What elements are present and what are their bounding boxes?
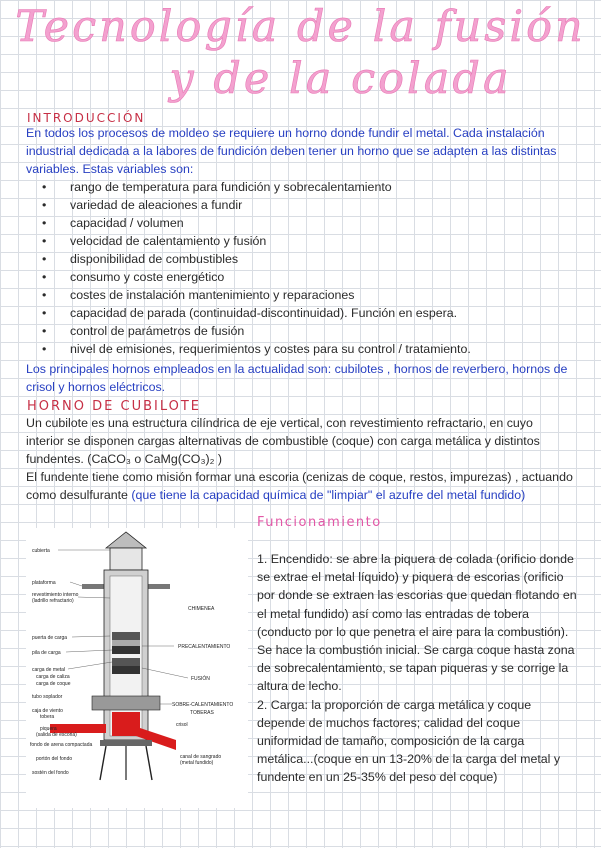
label-cubierta: cubierta — [32, 548, 50, 554]
left-labels — [30, 548, 92, 776]
intro-paragraph: En todos los procesos de moldeo se requiere un horno donde fundir el metal. Cada instalación industrial dedicada a la labores de fundición deben tener un horno que se adapten a las distintas variables. Estas variables son: — [26, 126, 557, 176]
intro-heading: INTRODUCCIÓN — [27, 111, 146, 125]
label-ladrillo: (ladrillo refractario) — [32, 598, 74, 604]
label-carga-coque: carga de coque — [36, 681, 71, 687]
list-item: • rango de temperatura para fundición y sobrecalentamiento — [26, 178, 574, 196]
list-item: • velocidad de calentamiento y fusión — [26, 232, 574, 250]
leg-left — [100, 746, 106, 780]
right-labels — [172, 606, 233, 766]
label-sobrecalentamiento: SOBRE-CALENTAMIENTO — [172, 702, 234, 708]
list-item: • control de parámetros de fusión — [26, 322, 574, 340]
furnaces-paragraph: Los principales hornos empleados en la actualidad son: cubilotes , hornos de reverbero, hornos de crisol y hornos eléctricos. — [26, 362, 568, 394]
label-piquera: piquera — [40, 726, 57, 732]
cupola-diagram-svg — [26, 528, 248, 808]
cubilote-paragraph: Un cubilote es una estructura cilíndrica de eje vertical, con revestimiento refractario, en cuyo interior se disponen cargas alternativas de combustible (coque) con carga metálica y distintos fundentes. (CaCO₃ o CaMg(CO₃)₂ ) — [26, 416, 540, 466]
label-toberas: TOBERAS — [190, 710, 214, 716]
bottom-door — [100, 740, 152, 746]
label-canal-sangrado: canal de sangrado — [180, 754, 222, 760]
label-puerta-carga: puerta de carga — [32, 635, 68, 641]
label-plataforma: plataforma — [32, 580, 56, 586]
list-item: • capacidad / volumen — [26, 214, 574, 232]
chimney-top — [110, 548, 142, 570]
fundente-paragraph — [26, 468, 574, 504]
list-item: • variedad de aleaciones a fundir — [26, 196, 574, 214]
charge-coke — [112, 646, 140, 654]
label-carga-caliza: carga de caliza — [36, 674, 70, 680]
fundente-text: El fundente tiene como misión formar una escoria (cenizas de coque, restos, impurezas) , actuando como desulfurante — [26, 470, 573, 502]
step-encendido: 1. Encendido: se abre la piquera de colada (orificio donde se extrae el metal líquido) y piquera de escorias (orificio por donde se extraen las escorias que quedan flotando en el metal fundido) así como las entradas de tobera (conducto por lo que penetra el aire para la combustión). Se hace la combustión inicial. Se carga coque hasta zona de sobrecalentamiento, se tapan piqueras y se corrige la altura de lecho. — [257, 552, 577, 694]
title-line-1: Tecnología de la fusión — [15, 2, 586, 52]
label-carga-metal: carga de metal — [32, 667, 66, 673]
label-tobera: tobera — [40, 714, 55, 720]
label-revestimiento: revestimiento interno — [32, 592, 79, 598]
wind-box — [92, 696, 160, 710]
leg-right — [146, 746, 152, 780]
list-item: • consumo y coste energético — [26, 268, 574, 286]
list-item: • disponibilidad de combustibles — [26, 250, 574, 268]
variables-list — [26, 178, 574, 358]
label-fusion: FUSIÓN — [191, 676, 210, 682]
funcionamiento-text — [257, 550, 579, 787]
label-crisol: crisol — [176, 722, 188, 728]
list-item: • costes de instalación mantenimiento y reparaciones — [26, 286, 574, 304]
label-porton-fondo: portón del fondo — [36, 756, 73, 762]
charge-coke-2 — [112, 666, 140, 674]
charge-limestone — [112, 640, 140, 646]
fundente-note: (que tiene la capacidad química de "limpiar" el azufre del metal fundido) — [127, 488, 526, 502]
label-pila-carga: pila de carga — [32, 650, 61, 656]
label-fondo-arena: fondo de arena compactada — [30, 742, 93, 748]
list-item: • nivel de emisiones, requerimientos y costes para su control / tratamiento. — [26, 340, 574, 358]
label-sosten-fondo: sostén del fondo — [32, 770, 69, 776]
label-precalentamiento: PRECALENTAMIENTO — [178, 644, 231, 650]
label-tubo-soplador: tubo soplador — [32, 694, 63, 700]
label-chimenea: CHIMENEA — [188, 606, 215, 612]
title-line-2: y de la colada — [169, 54, 512, 104]
label-metal-fundido: (metal fundido) — [180, 760, 214, 766]
charge-metal — [112, 632, 140, 640]
label-caja-viento: caja de viento — [32, 708, 63, 714]
roof-shape — [106, 532, 146, 548]
step-carga: 2. Carga: la proporción de carga metálica y coque depende de muchos factores; calidad del coque uniformidad de tamaño, composición de la carga metálica...(coque en un 13-20% de la carga del metal y fundente en un 25-35% del peso del coque) — [257, 697, 561, 785]
cupola-furnace-diagram — [26, 528, 248, 808]
list-item: • capacidad de parada (continuidad-discontinuidad). Función en espera. — [26, 304, 574, 322]
label-salida-escoria: (salida de escoria) — [36, 732, 77, 738]
funcionamiento-heading: Funcionamiento — [257, 515, 382, 530]
charge-metal-2 — [112, 658, 140, 666]
cubilote-heading: HORNO DE CUBILOTE — [27, 399, 201, 414]
